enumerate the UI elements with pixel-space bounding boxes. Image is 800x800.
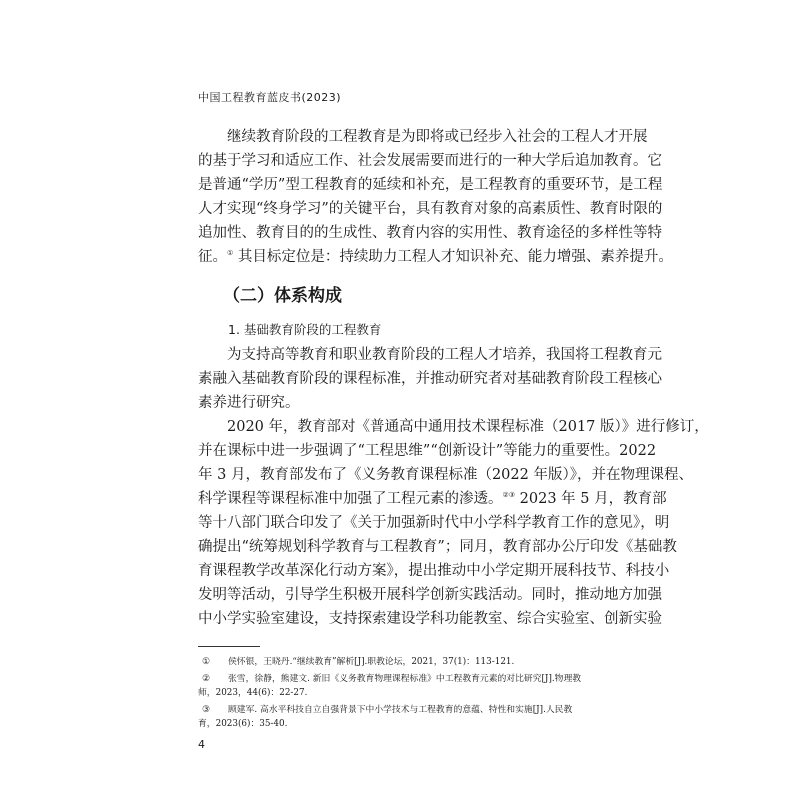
section-title: （二）体系构成: [223, 286, 342, 306]
footnote-ref[interactable]: ②③: [502, 491, 516, 499]
text-fragment: 科学课程等课程标准中加强了工程元素的渗透。: [198, 491, 503, 507]
text-line: 是普通“学历”型工程教育的延续和补充，是工程教育的重要环节，是工程: [198, 177, 663, 193]
text-line: 中小学实验室建设，支持探索建设学科功能教室、综合实验室、创新实验: [198, 611, 662, 627]
footnote-line: [198, 655, 598, 669]
text-line: 追加性、教育目的的生成性、教育内容的实用性、教育途径的多样性等特: [198, 225, 662, 241]
paragraph-2: [198, 343, 662, 415]
text-line: 的基于学习和适应工作、社会发展需要而进行的一种大学后追加教育。它: [198, 153, 662, 169]
text-line: 继续教育阶段的工程教育是为即将或已经步入社会的工程人才开展: [227, 129, 648, 145]
footnote: [198, 703, 598, 731]
text-line: 育课程教学改革深化行动方案》，提出推动中小学定期开展科技节、科技小: [198, 563, 670, 579]
text-line: 发明等活动，引导学生积极开展科学创新实践活动。同时，推动地方加强: [198, 587, 662, 603]
footnote-divider: [198, 646, 260, 647]
intro-paragraph: [198, 125, 673, 269]
footnote-mark: ②: [202, 674, 210, 684]
text-line: [198, 245, 673, 269]
footnote-ref[interactable]: ①: [227, 249, 234, 257]
footnote-text: 张雪，徐静，熊建文. 新旧《义务教育物理课程标准》中工程教育元素的对比研究[J].物理教: [228, 674, 582, 684]
footnote: [198, 655, 598, 669]
footnote-text: 师，2023，44(6)：22-27.: [198, 688, 308, 698]
subsection-title: 1. 基础教育阶段的工程教育: [228, 322, 382, 337]
footnote: [198, 672, 598, 700]
footnote-line: [198, 703, 598, 717]
text-line: [198, 487, 667, 511]
text-line: 等十八部门联合印发了《关于加强新时代中小学科学教育工作的意见》，明: [198, 515, 670, 531]
text-fragment: 征。: [198, 249, 227, 265]
footnote-mark: ③: [202, 705, 210, 715]
text-fragment: 其目标定位是：持续助力工程人才知识补充、能力增强、素养提升。: [233, 249, 673, 265]
text-line: 人才实现“终身学习”的关键平台，具有教育对象的高素质性、教育时限的: [198, 201, 663, 217]
text-line: 为支持高等教育和职业教育阶段的工程人才培养，我国将工程教育元: [227, 347, 662, 363]
footnote-mark: ①: [202, 657, 210, 667]
text-fragment: 2023 年 5 月，教育部: [515, 491, 667, 507]
footnote-text: 育，2023(6)：35-40.: [198, 719, 288, 729]
footnote-line: [198, 672, 598, 686]
text-line: 素融入基础教育阶段的课程标准，并推动研究者对基础教育阶段工程核心: [198, 371, 662, 387]
footnote-text: 顾建军. 高水平科技自立自强背景下中小学技术与工程教育的意蕴、特性和实施[J].人民教: [228, 705, 573, 715]
text-line: 2020 年，教育部对《普通高中通用技术课程标准（2017 版）》进行修订，: [227, 419, 709, 435]
footnotes: [198, 655, 598, 734]
running-header: 中国工程教育蓝皮书(2023): [198, 91, 342, 104]
footnote-text: 侯怀银，王晓丹.“继续教育”解析[J].职教论坛，2021，37(1)：113-121.: [228, 657, 515, 667]
paragraph-3: [198, 415, 709, 631]
page-number: 4: [198, 738, 205, 751]
text-line: 并在课标中进一步强调了“工程思维”“创新设计”等能力的重要性。2022: [198, 443, 657, 459]
text-line: 素养进行研究。: [198, 395, 300, 411]
text-line: 年 3 月，教育部发布了《义务教育课程标准（2022 年版）》，并在物理课程、: [198, 467, 693, 483]
text-line: 确提出“统筹规划科学教育与工程教育”；同月，教育部办公厅印发《基础教: [198, 539, 677, 555]
